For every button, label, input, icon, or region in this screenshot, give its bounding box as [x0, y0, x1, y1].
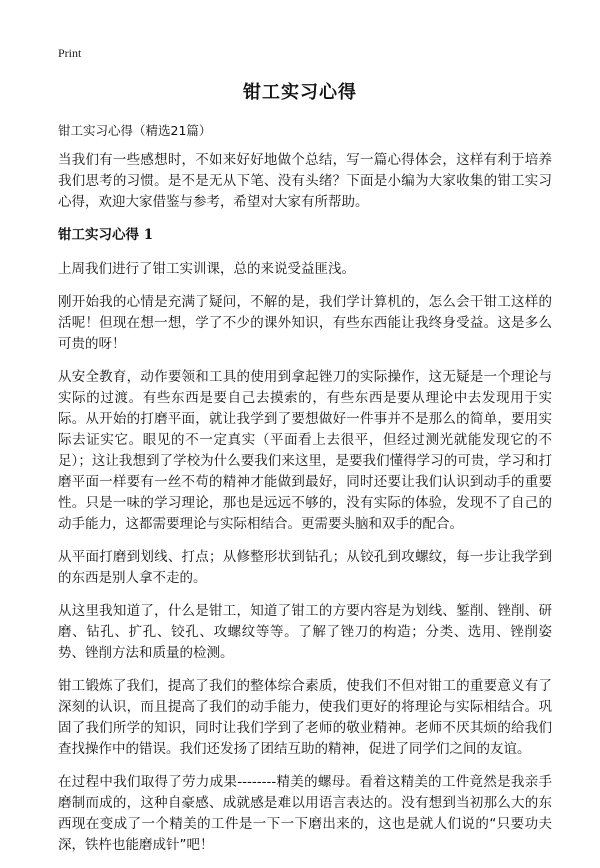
page-title: 钳工实习心得: [243, 82, 357, 103]
paragraph-4: 从平面打磨到划线、打点；从修整形状到钻孔；从铰孔到攻螺纹，每一步让我学到的东西是别人拿不走的。: [58, 549, 552, 586]
paragraph-2: 刚开始我的心情是充满了疑问，不解的是，我们学计算机的，怎么会干钳工这样的活呢！但现在想一想，学了不少的课外知识，有些东西能让我终身受益。这是多么可贵的呀！: [58, 294, 552, 352]
paragraph-7: 在过程中我们取得了劳力成果--------精美的螺母。看着这精美的工件竟然是我亲手磨制而成的，这种自豪感、成就感是难以用语言表达的。没有想到当初那么大的东西现在变成了一个精美的工件是一下一下磨出来的，这也是就人们说的“只要功夫深，铁杵也能磨成针”吧！: [58, 774, 552, 853]
section-heading: 钳工实习心得 1: [58, 227, 154, 243]
article-body: [58, 150, 552, 868]
paragraph-3: 从安全教育，动作要领和工具的使用到拿起锉刀的实际操作，这无疑是一个理论与实际的过渡。有些东西是要自己去摸索的，有些东西是要从理论中去发现用于实际。从开始的打磨平面，就让我学到了要想做好一件事并不是那么的简单，要用实际去证实它。眼见的不一定真实（平面看上去很平，但经过测光就能发现它的不足）；这让我想到了学校为什么要我们来这里，是要我们懂得学习的可贵，学习和打磨平面一样要有一丝不苟的精神才能做到最好，同时还要让我们认识到动手的重要性。只是一味的学习理论，那也是远远不够的，没有实际的体验，发现不了自己的动手能力，这都需要理论与实际相结合。更需要头脑和双手的配合。: [58, 369, 552, 532]
intro-paragraph: 当我们有一些感想时，不如来好好地做个总结，写一篇心得体会，这样有利于培养我们思考的习惯。是不是无从下笔、没有头绪？下面是小编为大家收集的钳工实习心得，欢迎大家借鉴与参考，希望对大家有所帮助。: [58, 152, 552, 210]
paragraph-6: 钳工锻炼了我们，提高了我们的整体综合素质，使我们不但对钳工的重要意义有了深刻的认识，而且提高了我们的动手能力，使我们更好的将理论与实际相结合。巩固了我们所学的知识，同时让我们学到了老师的敬业精神。老师不厌其烦的给我们查找操作中的错误。我们还发扬了团结互助的精神，促进了同学们之间的友谊。: [58, 678, 552, 757]
print-link[interactable]: Print: [58, 46, 82, 60]
paragraph-5: 从这里我知道了，什么是钳工，知道了钳工的方要内容是为划线、錾削、锉削、研磨、钻孔、扩孔、铰孔、攻螺纹等等。了解了锉刀的构造；分类、选用、锉削姿势、锉削方法和质量的检测。: [58, 603, 552, 661]
document-subtitle: 钳工实习心得（精选21篇）: [58, 123, 212, 138]
paragraph-1: 上周我们进行了钳工实训课，总的来说受益匪浅。: [58, 261, 355, 277]
